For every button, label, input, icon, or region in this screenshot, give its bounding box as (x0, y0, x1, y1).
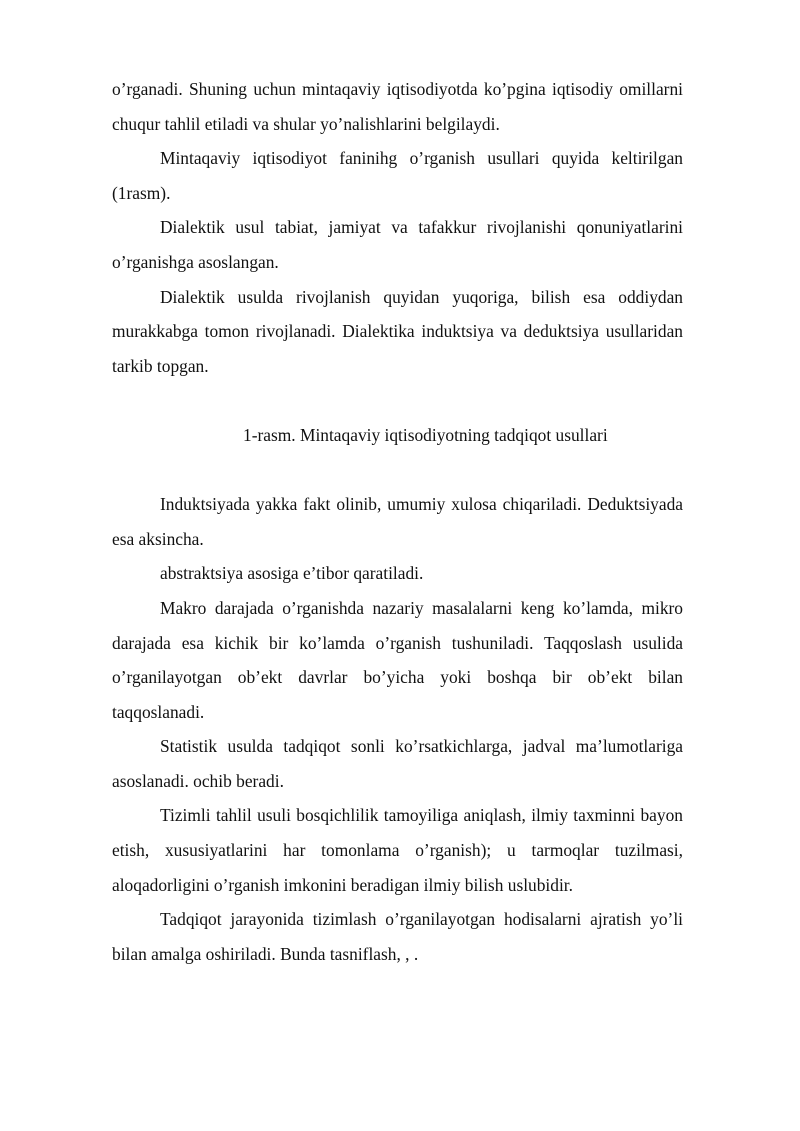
paragraph-systematization: Tadqiqot jarayonida tizimlash o’rganilayotgan hodisalarni ajratish yo’li bilan amalga oshiriladi. Bunda tasniflash, , . (112, 909, 683, 964)
paragraph-methods-intro: Mintaqaviy iqtisodiyot faninihg o’rganish usullari quyida keltirilgan (1rasm). (112, 148, 683, 203)
document-page (112, 72, 683, 971)
paragraph-abstraction: abstraktsiya asosiga e’tibor qaratiladi. (160, 563, 424, 584)
paragraph-statistical-method: Statistik usulda tadqiqot sonli ko’rsatkichlarga, jadval ma’lumotlariga asoslanadi. ochib beradi. (112, 736, 683, 791)
paragraph-induction: Induktsiyada yakka fakt olinib, umumiy xulosa chiqariladi. Deduktsiyada esa aksincha. (112, 494, 683, 549)
paragraph-intro-continuation: o’rganadi. Shuning uchun mintaqaviy iqtisodiyotda ko’pgina iqtisodiy omillarni chuqur tahlil etiladi va shular yo’nalishlarini belgilaydi. (112, 79, 683, 134)
figure-placeholder-gap (112, 383, 683, 418)
paragraph-macro-micro: Makro darajada o’rganishda nazariy masalalarni keng ko’lamda, mikro darajada esa kichik bir ko’lamda o’rganish tushuniladi. Taqqoslash usulida o’rganilayotgan ob’ekt davrlar bo’yicha yoki boshqa bir ob’ekt bilan taqqoslanadi. (112, 597, 683, 722)
paragraph-systems-analysis: Tizimli tahlil usuli bosqichlilik tamoyiliga aniqlash, ilmiy taxminni bayon etish, xususiyatlarini har tomonlama o’rganish); u tarmoqlar tuzilmasi, aloqadorligini o’rganish imkonini beradigan ilmiy bilish uslubidir. (112, 805, 683, 895)
figure-caption: 1-rasm. Mintaqaviy iqtisodiyotning tadqiqot usullari (243, 424, 608, 445)
paragraph-dialectic-method: Dialektik usul tabiat, jamiyat va tafakkur rivojlanishi qonuniyatlarini o’rganishga asoslangan. (112, 217, 683, 272)
caption-gap (112, 453, 683, 488)
paragraph-dialectic-development: Dialektik usulda rivojlanish quyidan yuqoriga, bilish esa oddiydan murakkabga tomon rivojlanadi. Dialektika induktsiya va deduktsiya usullaridan tarkib topgan. (112, 286, 683, 376)
